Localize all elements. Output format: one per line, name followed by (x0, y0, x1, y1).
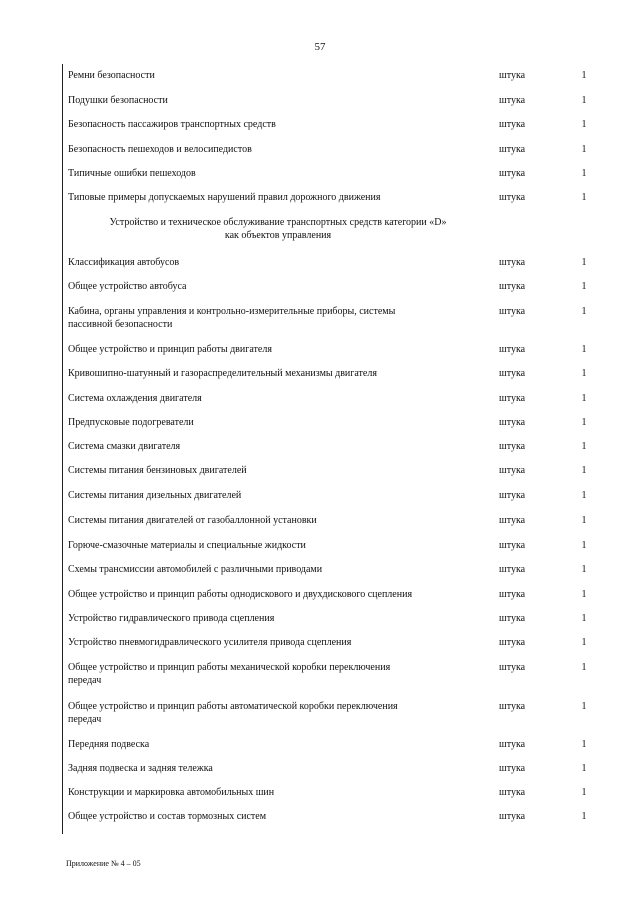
item-name: Общее устройство и принцип работы автоматической коробки переключения (68, 701, 398, 712)
item-quantity: 1 (581, 119, 587, 130)
item-name: Предпусковые подогреватели (68, 417, 194, 428)
section-title-line2: как объектов управления (224, 230, 332, 241)
item-unit: штука (499, 787, 526, 798)
item-name: Подушки безопасности (68, 95, 168, 106)
item-quantity: 1 (581, 281, 587, 292)
item-quantity: 1 (581, 787, 587, 798)
item-unit: штука (499, 662, 526, 673)
item-quantity: 1 (581, 637, 587, 648)
item-name: Системы питания дизельных двигателей (68, 490, 242, 501)
item-name: Типовые примеры допускаемых нарушений правил дорожного движения (68, 192, 381, 203)
item-quantity: 1 (581, 441, 587, 452)
item-unit: штука (499, 281, 526, 292)
item-name: Системы питания двигателей от газобаллонной установки (68, 515, 317, 526)
item-unit: штука (499, 119, 526, 130)
item-quantity: 1 (581, 662, 587, 673)
item-name: Задняя подвеска и задняя тележка (68, 763, 213, 774)
item-name: Типичные ошибки пешеходов (68, 168, 196, 179)
item-name: Безопасность пешеходов и велосипедистов (68, 144, 252, 155)
item-quantity: 1 (581, 417, 587, 428)
item-quantity: 1 (581, 465, 587, 476)
item-quantity: 1 (581, 70, 587, 81)
item-name: Кабина, органы управления и контрольно-измерительные приборы, системы (68, 306, 396, 317)
item-quantity: 1 (581, 192, 587, 203)
item-quantity: 1 (581, 515, 587, 526)
item-name: Общее устройство и принцип работы механической коробки переключения (68, 662, 391, 673)
item-quantity: 1 (581, 613, 587, 624)
item-name: Горюче-смазочные материалы и специальные жидкости (68, 540, 306, 551)
item-quantity: 1 (581, 257, 587, 268)
item-unit: штука (499, 540, 526, 551)
item-name-line2: пассивной безопасности (68, 319, 173, 330)
item-quantity: 1 (581, 344, 587, 355)
item-unit: штука (499, 441, 526, 452)
item-unit: штука (499, 589, 526, 600)
item-quantity: 1 (581, 144, 587, 155)
item-quantity: 1 (581, 701, 587, 712)
item-quantity: 1 (581, 811, 587, 822)
item-quantity: 1 (581, 540, 587, 551)
item-unit: штука (499, 257, 526, 268)
item-quantity: 1 (581, 393, 587, 404)
item-unit: штука (499, 465, 526, 476)
item-name: Общее устройство и принцип работы двигателя (68, 344, 272, 355)
item-unit: штука (499, 70, 526, 81)
item-quantity: 1 (581, 306, 587, 317)
item-name: Общее устройство автобуса (68, 281, 187, 292)
item-name: Общее устройство и состав тормозных систем (68, 811, 267, 822)
item-unit: штука (499, 95, 526, 106)
item-unit: штука (499, 701, 526, 712)
item-quantity: 1 (581, 589, 587, 600)
item-name: Системы питания бензиновых двигателей (68, 465, 247, 476)
footer-note: Приложение № 4 – 05 (66, 859, 141, 868)
item-name: Передняя подвеска (68, 739, 150, 750)
page-number: 57 (314, 41, 326, 53)
item-name: Классификация автобусов (68, 257, 180, 268)
item-name: Схемы трансмиссии автомобилей с различными приводами (68, 564, 323, 575)
item-unit: штука (499, 393, 526, 404)
item-name: Безопасность пассажиров транспортных средств (68, 119, 276, 130)
item-quantity: 1 (581, 564, 587, 575)
section-title: Устройство и техническое обслуживание транспортных средств категории «D» (109, 217, 447, 228)
item-name: Кривошипно-шатунный и газораспределительный механизмы двигателя (68, 368, 377, 379)
item-quantity: 1 (581, 763, 587, 774)
item-unit: штука (499, 144, 526, 155)
item-unit: штука (499, 417, 526, 428)
item-quantity: 1 (581, 368, 587, 379)
item-quantity: 1 (581, 168, 587, 179)
item-name: Система охлаждения двигателя (68, 393, 202, 404)
item-name: Общее устройство и принцип работы однодискового и двухдискового сцепления (68, 589, 413, 600)
item-unit: штука (499, 168, 526, 179)
item-unit: штука (499, 344, 526, 355)
item-unit: штука (499, 515, 526, 526)
item-unit: штука (499, 564, 526, 575)
item-name: Устройство пневмогидравлического усилителя привода сцепления (68, 637, 352, 648)
item-unit: штука (499, 368, 526, 379)
item-quantity: 1 (581, 739, 587, 750)
item-name: Устройство гидравлического привода сцепления (68, 613, 275, 624)
item-unit: штука (499, 490, 526, 501)
item-unit: штука (499, 192, 526, 203)
item-name: Ремни безопасности (68, 70, 155, 81)
item-name: Система смазки двигателя (68, 441, 181, 452)
item-quantity: 1 (581, 95, 587, 106)
item-unit: штука (499, 613, 526, 624)
item-unit: штука (499, 306, 526, 317)
item-unit: штука (499, 637, 526, 648)
item-unit: штука (499, 739, 526, 750)
item-name: Конструкции и маркировка автомобильных шин (68, 787, 275, 798)
equipment-table (62, 64, 613, 834)
item-unit: штука (499, 811, 526, 822)
item-name-line2: передач (68, 714, 102, 725)
item-unit: штука (499, 763, 526, 774)
item-name-line2: передач (68, 675, 102, 686)
item-quantity: 1 (581, 490, 587, 501)
